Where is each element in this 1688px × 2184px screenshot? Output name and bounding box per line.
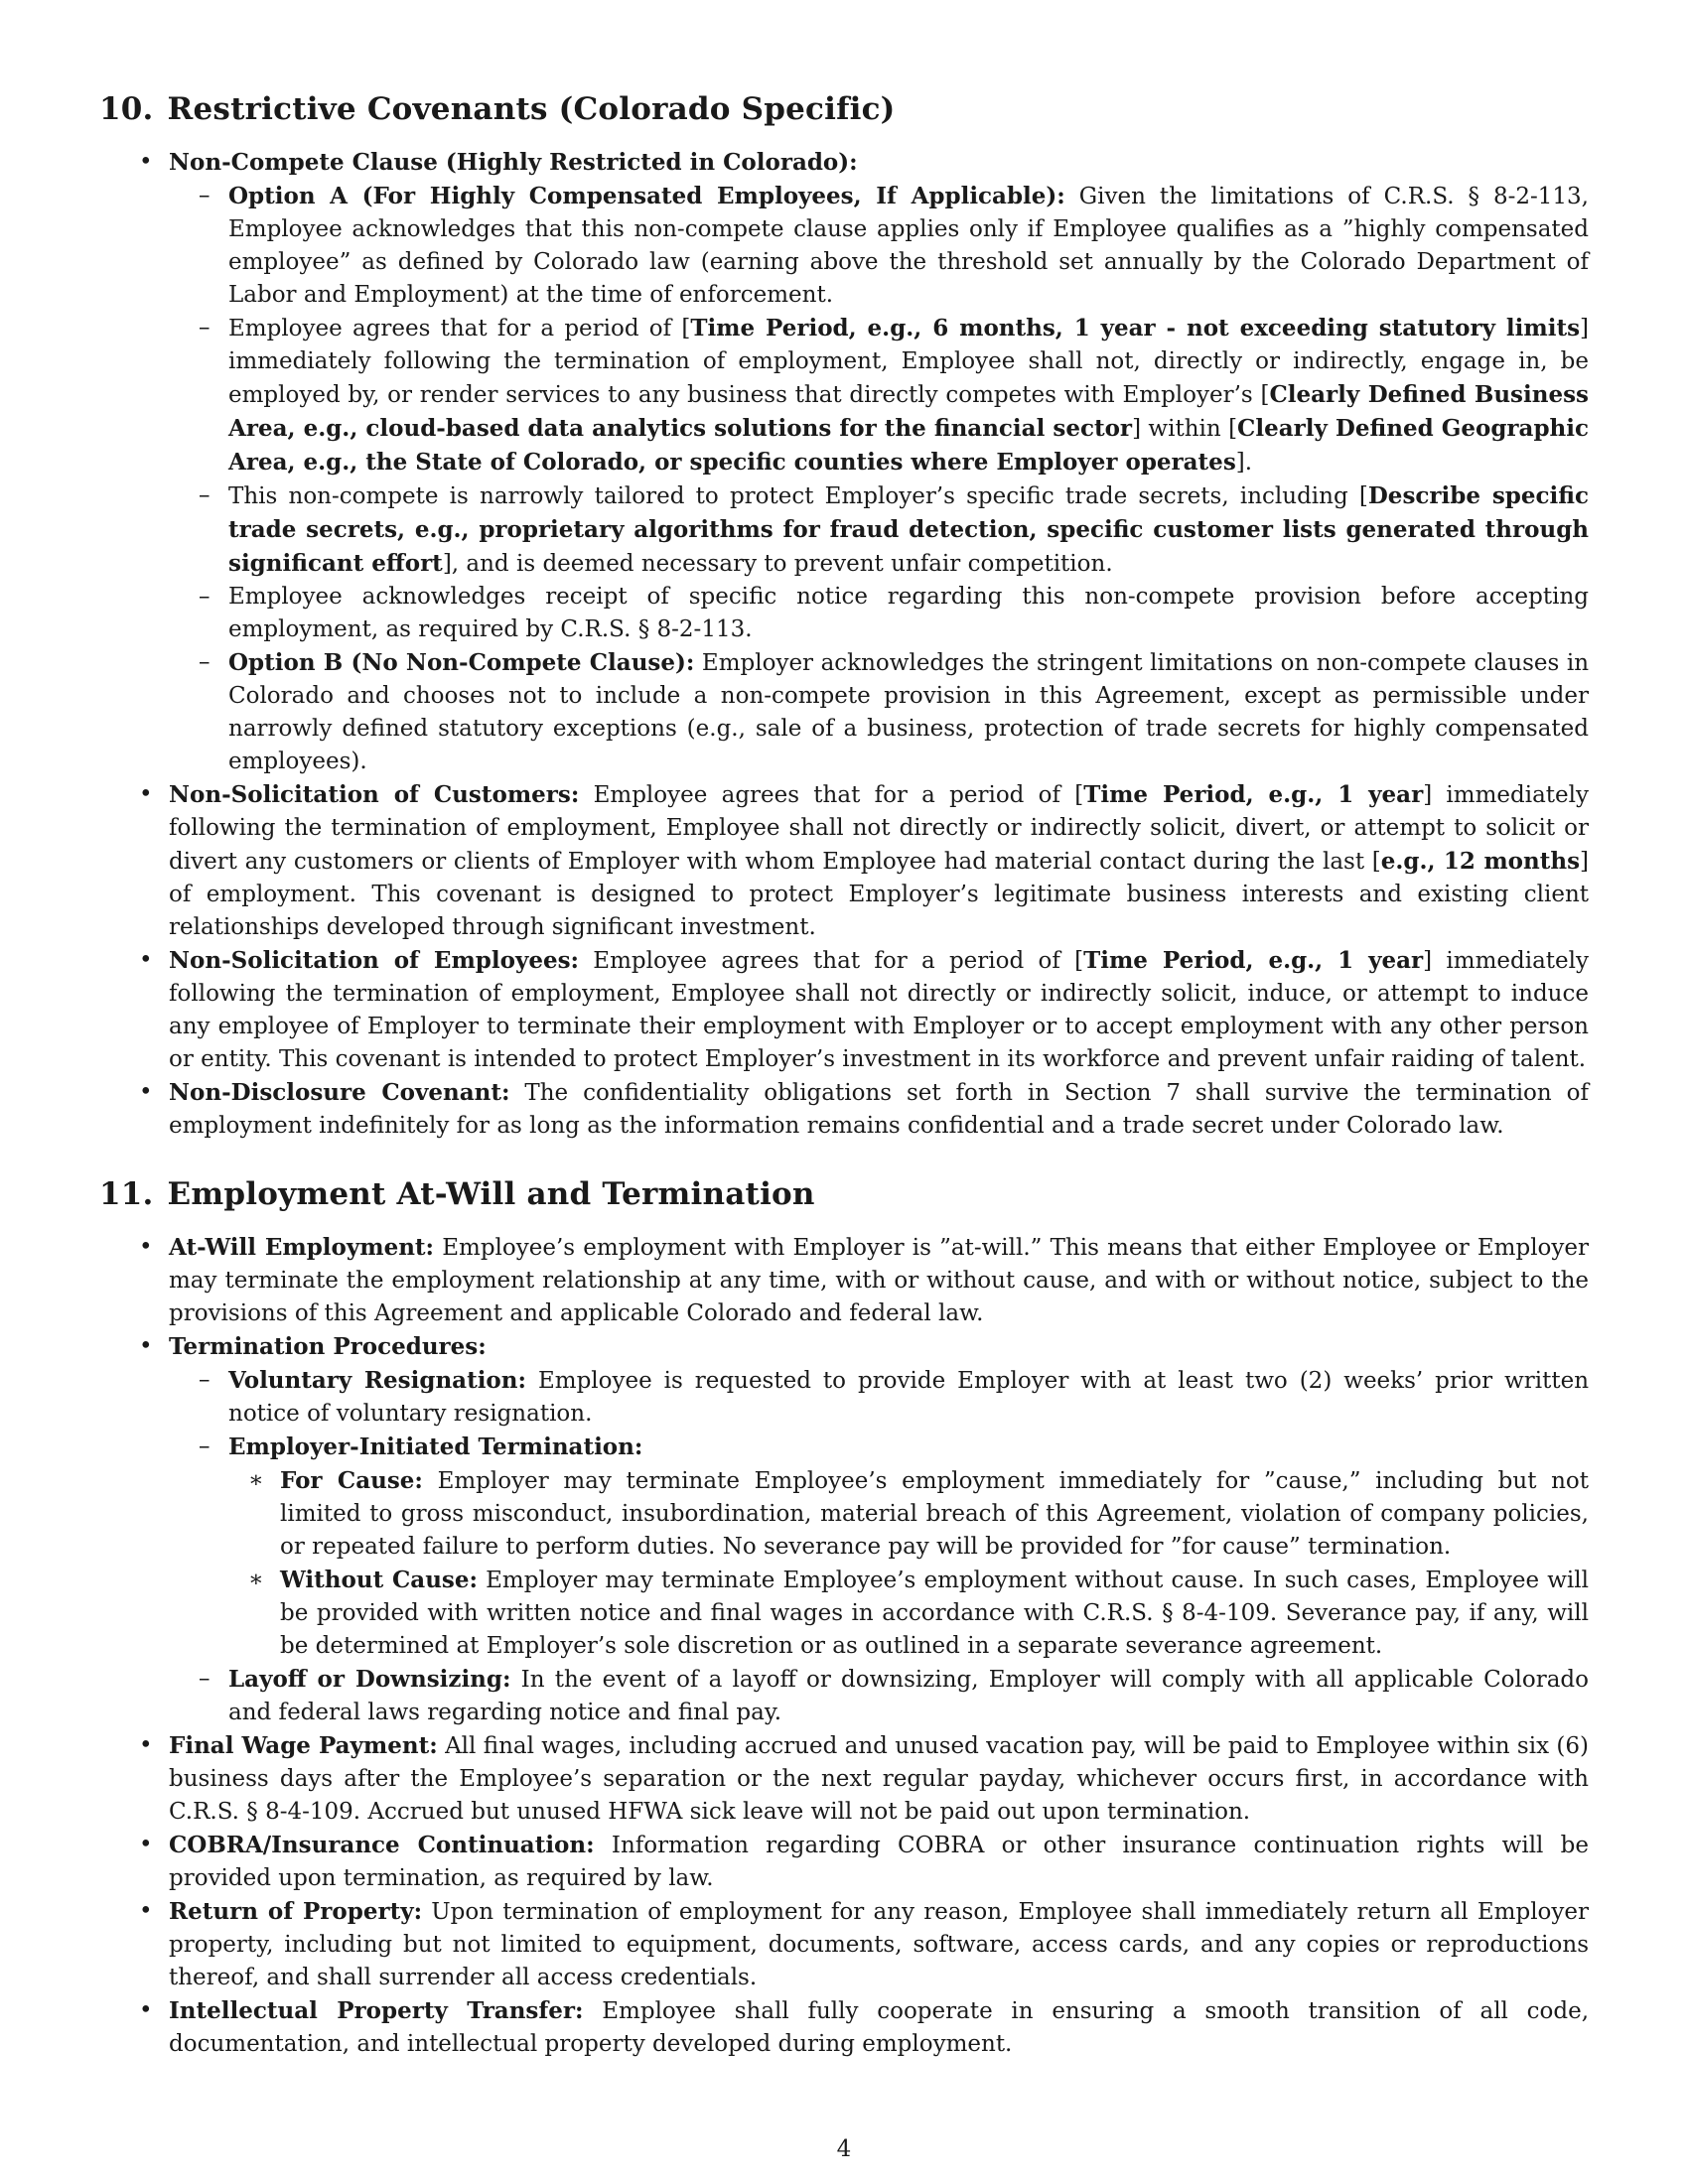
list-item-non-compete — [99, 146, 1589, 778]
list-item-nonsolicit-employees — [99, 944, 1589, 1076]
cobra-label: COBRA/Insurance Continuation: — [169, 1832, 595, 1859]
section-11-title: Employment At-Will and Termination — [167, 1176, 815, 1213]
period-text-3: ] within [ — [1132, 416, 1238, 443]
nonsolicit-employees-label: Non-Solicitation of Employees: — [169, 947, 580, 975]
nonsolicit-employees-text-1: Employee agrees that for a period of [ — [579, 948, 1084, 975]
list-item-nonsolicit-customers — [99, 778, 1589, 944]
for-cause-label: For Cause: — [280, 1467, 423, 1495]
nonsolicit-customers-text-2: ] immediately following the termination of employment, Employee shall not directly or indirectly solicit, divert, or attempt to solicit or divert any customers or clients of Employer with whom Employee had material contact during the last [ — [169, 782, 1590, 876]
list-item-layoff — [169, 1663, 1589, 1729]
document-page — [99, 91, 1589, 2061]
list-item-employer-initiated — [169, 1431, 1589, 1663]
option-a-label: Option A (For Highly Compensated Employees, If Applicable): — [228, 183, 1065, 210]
list-item-final-wage — [99, 1729, 1589, 1829]
nonsolicit-customers-label: Non-Solicitation of Customers: — [169, 781, 580, 809]
list-item-notice — [169, 581, 1589, 646]
list-item-cobra — [99, 1829, 1589, 1895]
list-item-option-b — [169, 646, 1589, 778]
section-10-title: Restrictive Covenants (Colorado Specific) — [167, 91, 896, 127]
period-placeholder-time: Time Period, e.g., 6 months, 1 year - not exceeding statutory limits — [690, 315, 1581, 342]
section-10-list — [99, 146, 1589, 1143]
voluntary-resignation-label: Voluntary Resignation: — [228, 1367, 526, 1395]
nondisclosure-label: Non-Disclosure Covenant: — [169, 1079, 510, 1107]
nonsolicit-employees-text-2: ] immediately following the termination of employment, Employee shall not directly or indirectly solicit, induce, or attempt to induce any employee of Employer to terminate their employment with Employer or to accept employment with any other person or entity. This covenant is intended to protect Employer’s investment in its workforce and prevent unfair raiding of talent. — [169, 948, 1589, 1073]
section-11-number: 11. — [99, 1176, 154, 1213]
section-10-heading — [99, 91, 1589, 128]
non-compete-label: Non-Compete Clause (Highly Restricted in Colorado): — [169, 149, 858, 177]
termination-procedures-sublist — [169, 1364, 1589, 1729]
ip-transfer-text: Employee shall fully cooperate in ensuring a smooth transition of all code, documentation, and intellectual property developed during employment. — [169, 1998, 1590, 2058]
option-b-label: Option B (No Non-Compete Clause): — [228, 649, 695, 677]
layoff-label: Layoff or Downsizing: — [228, 1666, 511, 1694]
nonsolicit-customers-text-3: ] of employment. This covenant is designed to protect Employer’s legitimate business interests and existing client relationships developed through significant investment. — [169, 849, 1590, 941]
non-compete-sublist — [169, 180, 1589, 778]
period-text-1: Employee agrees that for a period of [ — [228, 316, 691, 342]
page-number: 4 — [836, 2136, 852, 2162]
list-item-period — [169, 312, 1589, 479]
section-11-list — [99, 1231, 1589, 2061]
period-text-4: ]. — [1235, 450, 1253, 477]
cobra-text: Information regarding COBRA or other insurance continuation rights will be provided upon termination, as required by law. — [169, 1833, 1590, 1892]
nonsolicit-customers-placeholder-months: e.g., 12 months — [1380, 848, 1581, 876]
for-cause-text: Employer may terminate Employee’s employment immediately for ”cause,” including but not limited to gross misconduct, insubordination, material breach of this Agreement, violation of company policies, or repeated failure to perform duties. No severance pay will be provided for ”for cause” termination. — [280, 1468, 1590, 1561]
ip-transfer-label: Intellectual Property Transfer: — [169, 1997, 584, 2025]
list-item-return-property — [99, 1895, 1589, 1994]
option-a-text: Given the limitations of C.R.S. § 8-2-113, Employee acknowledges that this non-compete clause applies only if Employee qualifies as a ”highly compensated employee” as defined by Colorado law (earning above the threshold set annually by the Colorado Department of Labor and Employment) at the time of enforcement. — [228, 184, 1589, 309]
notice-text: Employee acknowledges receipt of specific notice regarding this non-compete provision before accepting employment, as required by C.R.S. § 8-2-113. — [228, 584, 1589, 643]
list-item-at-will — [99, 1231, 1589, 1330]
termination-procedures-label: Termination Procedures: — [169, 1333, 487, 1361]
final-wage-label: Final Wage Payment: — [169, 1732, 438, 1760]
return-property-label: Return of Property: — [169, 1898, 423, 1926]
employer-initiated-sublist — [228, 1464, 1589, 1663]
without-cause-label: Without Cause: — [280, 1567, 479, 1594]
period-text-2: ] immediately following the termination of employment, Employee shall not, directly or indirectly, engage in, be employed by, or render services to any business that directly competes with Employer’s [ — [228, 316, 1590, 409]
list-item-without-cause — [228, 1564, 1589, 1663]
nonsolicit-customers-text-1: Employee agrees that for a period of [ — [579, 782, 1084, 809]
return-property-text: Upon termination of employment for any reason, Employee shall immediately return all Employer property, including but not limited to equipment, documents, software, access cards, and any copies or reproductions thereof, and shall surrender all access credentials. — [169, 1899, 1590, 1991]
final-wage-text: All final wages, including accrued and unused vacation pay, will be paid to Employee within six (6) business days after the Employee’s separation or the next regular payday, whichever occurs first, in accordance with C.R.S. § 8-4-109. Accrued but unused HFWA sick leave will not be paid out upon termination. — [169, 1733, 1589, 1826]
tailored-placeholder-secrets: Describe specific trade secrets, e.g., proprietary algorithms for fraud detection, specific customer lists generated through significant effort — [228, 482, 1589, 578]
list-item-for-cause — [228, 1464, 1589, 1564]
tailored-text-1: This non-compete is narrowly tailored to protect Employer’s specific trade secrets, including [ — [228, 483, 1368, 510]
period-placeholder-business: Clearly Defined Business Area, e.g., cloud-based data analytics solutions for the financial sector — [228, 381, 1589, 443]
period-placeholder-geography: Clearly Defined Geographic Area, e.g., the State of Colorado, or specific counties where Employer operates — [228, 415, 1590, 477]
section-11-heading — [99, 1176, 1589, 1213]
list-item-tailored — [169, 479, 1589, 581]
list-item-voluntary-resignation — [169, 1364, 1589, 1431]
layoff-text: In the event of a layoff or downsizing, Employer will comply with all applicable Colorado and federal laws regarding notice and final pay. — [228, 1667, 1590, 1726]
nonsolicit-customers-placeholder-time: Time Period, e.g., 1 year — [1083, 781, 1424, 809]
tailored-text-2: ], and is deemed necessary to prevent unfair competition. — [442, 551, 1113, 578]
list-item-ip-transfer — [99, 1994, 1589, 2061]
list-item-termination-procedures — [99, 1330, 1589, 1729]
without-cause-text: Employer may terminate Employee’s employment without cause. In such cases, Employee will be provided with written notice and final wages in accordance with C.R.S. § 8-4-109. Severance pay, if any, will be determined at Employer’s sole discretion or as outlined in a separate severance agreement. — [280, 1568, 1589, 1660]
section-10-number: 10. — [99, 91, 154, 127]
at-will-label: At-Will Employment: — [169, 1234, 435, 1262]
list-item-nondisclosure — [99, 1076, 1589, 1143]
employer-initiated-label: Employer-Initiated Termination: — [228, 1433, 643, 1461]
list-item-option-a — [169, 180, 1589, 312]
nondisclosure-text: The confidentiality obligations set forth in Section 7 shall survive the termination of employment indefinitely for as long as the information remains confidential and a trade secret under Colorado law. — [169, 1080, 1589, 1140]
nonsolicit-employees-placeholder-time: Time Period, e.g., 1 year — [1083, 947, 1424, 975]
option-b-text: Employer acknowledges the stringent limitations on non-compete clauses in Colorado and chooses not to include a non-compete provision in this Agreement, except as permissible under narrowly defined statutory exceptions (e.g., sale of a business, protection of trade secrets for highly compensated employees). — [228, 650, 1590, 775]
at-will-text: Employee’s employment with Employer is ”at-will.” This means that either Employee or Employer may terminate the employment relationship at any time, with or without cause, and with or without notice, subject to the provisions of this Agreement and applicable Colorado and federal law. — [169, 1235, 1589, 1327]
voluntary-resignation-text: Employee is requested to provide Employer with at least two (2) weeks’ prior written notice of voluntary resignation. — [228, 1368, 1590, 1428]
